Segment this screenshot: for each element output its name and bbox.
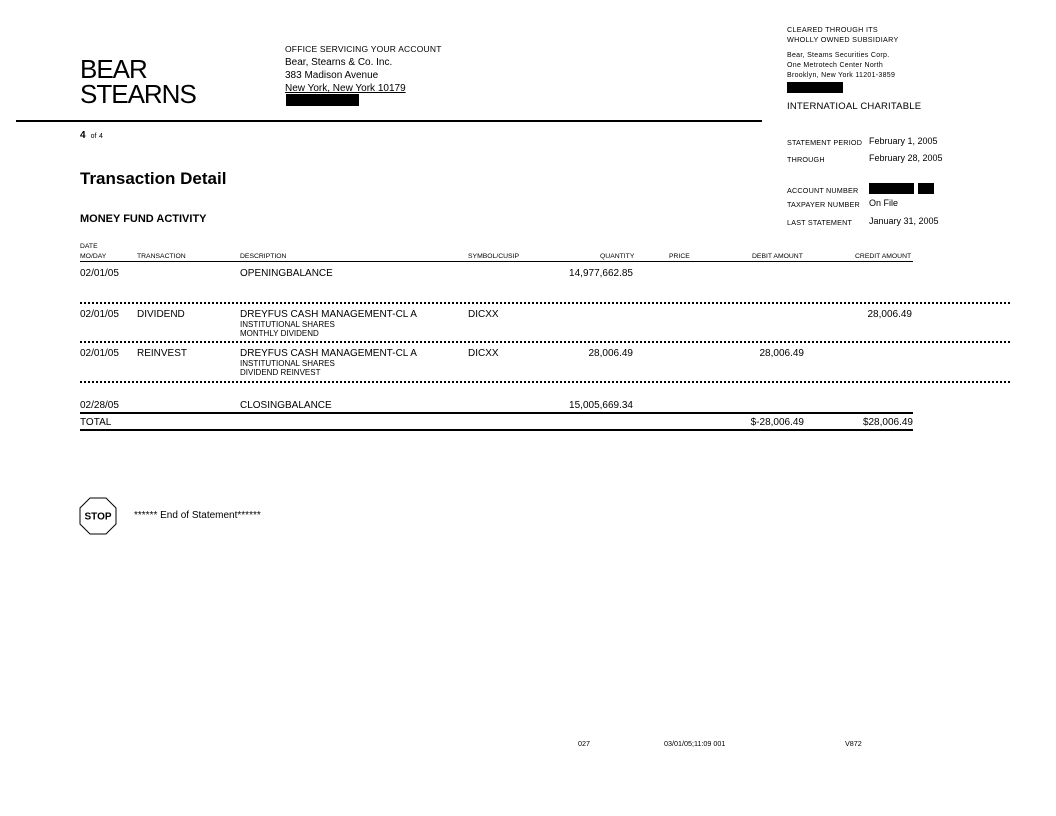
last-statement-label: LAST STATEMENT: [787, 218, 853, 227]
row-credit: 28,006.49: [867, 309, 912, 320]
taxpayer-number-label: TAXPAYER NUMBER: [787, 200, 860, 209]
total-bottom-rule: [80, 429, 913, 431]
col-header-date: MO/DAY: [80, 253, 107, 260]
statement-period-value: February 1, 2005: [869, 136, 938, 146]
page-total: 4: [98, 133, 103, 140]
office-heading: OFFICE SERVICING YOUR ACCOUNT: [285, 44, 442, 54]
client-name: INTERNATIOAL CHARITABLE: [787, 101, 922, 112]
row-description-line-2: INSTITUTIONAL SHARES: [240, 359, 335, 368]
through-value: February 28, 2005: [869, 153, 943, 163]
row-date: 02/28/05: [80, 400, 119, 411]
bear-stearns-logo: [80, 54, 196, 109]
row-description: CLOSINGBALANCE: [240, 400, 332, 411]
footer-version: V872: [845, 739, 862, 748]
row-symbol: DICXX: [468, 309, 499, 320]
row-transaction: REINVEST: [137, 348, 188, 359]
row-description-line-3: MONTHLY DIVIDEND: [240, 329, 319, 338]
row-quantity: 15,005,669.34: [569, 400, 633, 411]
redaction-block: [787, 82, 843, 93]
row-separator: [80, 341, 1010, 343]
page-title: Transaction Detail: [80, 169, 227, 188]
section-title: MONEY FUND ACTIVITY: [80, 213, 207, 225]
footer-code: 027: [578, 739, 590, 748]
logo-line-1: BEAR: [80, 54, 147, 84]
total-top-rule: [80, 412, 913, 414]
taxpayer-number-value: On File: [869, 198, 899, 208]
row-description-line-2: INSTITUTIONAL SHARES: [240, 320, 335, 329]
last-statement-value: January 31, 2005: [869, 216, 939, 226]
clearing-name: Bear, Steams Securities Corp.: [787, 52, 890, 59]
total-credit: $28,006.49: [862, 417, 913, 428]
row-description: OPENINGBALANCE: [240, 268, 333, 279]
row-separator: [80, 381, 1010, 383]
office-address: [285, 43, 442, 95]
stop-sign-icon: [79, 497, 117, 535]
col-header-debit: DEBIT AMOUNT: [752, 253, 803, 260]
office-name: Bear, Stearns & Co. Inc.: [285, 57, 393, 68]
row-date: 02/01/05: [80, 268, 119, 279]
page-number: [80, 130, 103, 141]
page-of-label: of: [90, 133, 97, 140]
row-description: DREYFUS CASH MANAGEMENT-CL A: [240, 348, 417, 359]
clearing-street: One Metrotech Center North: [787, 62, 884, 69]
row-description: DREYFUS CASH MANAGEMENT-CL A: [240, 309, 417, 320]
row-transaction: DIVIDEND: [137, 309, 185, 320]
row-date: 02/01/05: [80, 309, 119, 320]
header-divider: [16, 120, 762, 122]
redaction-block: [286, 94, 359, 106]
row-separator: [80, 302, 1010, 304]
column-header-rule: [80, 261, 913, 262]
stop-sign-label: STOP: [84, 511, 112, 523]
clearing-info: [787, 25, 899, 81]
clearing-city: Brooklyn, New York 11201-3859: [787, 72, 896, 79]
footer-timestamp: 03/01/05;11:09 001: [664, 739, 726, 748]
clearing-line-1: CLEARED THROUGH ITS: [787, 25, 879, 34]
col-header-symbol: SYMBOL/CUSIP: [468, 253, 519, 260]
redaction-block: [869, 183, 914, 194]
row-quantity: 28,006.49: [588, 348, 633, 359]
row-symbol: DICXX: [468, 348, 499, 359]
office-street: 383 Madison Avenue: [285, 70, 379, 81]
col-header-date-top: DATE: [80, 243, 98, 250]
row-quantity: 14,977,662.85: [569, 268, 633, 279]
col-header-price: PRICE: [669, 253, 690, 260]
redaction-block: [918, 183, 934, 194]
total-label: TOTAL: [80, 417, 112, 428]
col-header-credit: CREDIT AMOUNT: [855, 253, 912, 260]
col-header-description: DESCRIPTION: [240, 253, 287, 260]
col-header-quantity: QUANTITY: [600, 253, 635, 260]
account-number-label: ACCOUNT NUMBER: [787, 186, 859, 195]
end-of-statement: ****** End of Statement******: [134, 510, 261, 521]
logo-line-2: STEARNS: [80, 79, 196, 109]
through-label: THROUGH: [787, 155, 825, 164]
row-date: 02/01/05: [80, 348, 119, 359]
row-description-line-3: DIVIDEND REINVEST: [240, 368, 321, 377]
row-debit: 28,006.49: [759, 348, 804, 359]
page-current: 4: [80, 130, 86, 141]
clearing-line-2: WHOLLY OWNED SUBSIDIARY: [787, 35, 899, 44]
statement-period-label: STATEMENT PERIOD: [787, 138, 863, 147]
col-header-transaction: TRANSACTION: [137, 253, 186, 260]
office-city: New York, New York 10179: [285, 83, 406, 94]
total-debit: $-28,006.49: [750, 417, 804, 428]
